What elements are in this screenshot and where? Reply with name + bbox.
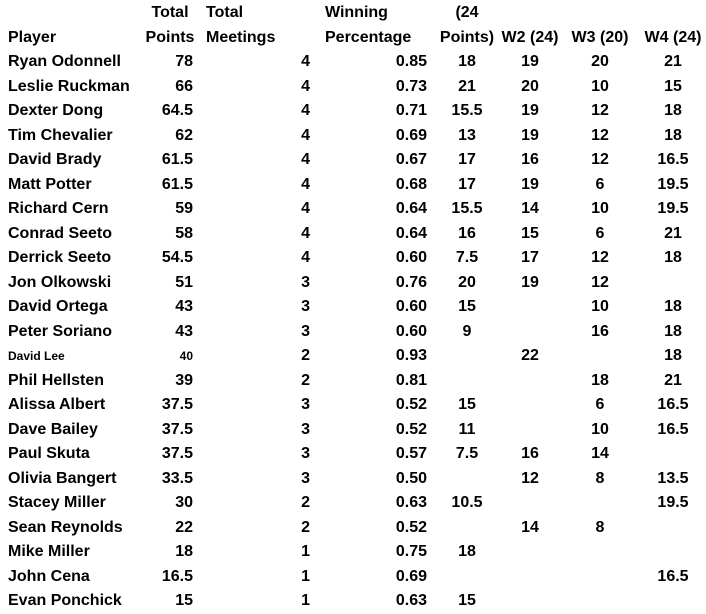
week1-points-cell[interactable]: 15.5 (451, 200, 483, 217)
winning-percentage-cell[interactable]: 0.52 (395, 420, 427, 438)
total-points-cell[interactable]: 51 (175, 273, 193, 291)
total-meetings-cell[interactable]: 3 (301, 298, 310, 315)
week3-points-cell[interactable]: 12 (591, 273, 609, 291)
total-points-cell[interactable]: 66 (175, 77, 193, 95)
week2-points-cell[interactable]: 14 (521, 518, 539, 536)
table-row (0, 148, 706, 173)
week1-points-cell[interactable]: 20 (458, 273, 476, 291)
week1-points-cell[interactable]: 10.5 (451, 494, 483, 511)
header-winning-percentage-line1[interactable]: Winning (325, 4, 388, 21)
player-name-cell[interactable]: Derrick Seeto (8, 249, 112, 266)
week1-points-cell[interactable]: 7.5 (455, 249, 479, 266)
week4-points-cell[interactable]: 18 (664, 347, 682, 364)
player-name-cell[interactable]: Evan Ponchick (8, 592, 122, 609)
player-name-cell[interactable]: Conrad Seeto (8, 224, 113, 242)
total-points-cell[interactable]: 16.5 (161, 567, 193, 585)
total-meetings-cell[interactable]: 4 (301, 200, 310, 217)
total-points-cell[interactable]: 37.5 (161, 420, 193, 438)
table-row (0, 50, 706, 75)
header-w4[interactable]: W4 (24) (644, 28, 702, 46)
week3-points-cell[interactable]: 14 (591, 445, 609, 462)
week2-points-cell[interactable]: 15 (521, 224, 539, 242)
player-name-cell[interactable]: Alissa Albert (8, 396, 106, 413)
total-meetings-cell[interactable]: 4 (301, 53, 310, 70)
player-name-cell[interactable]: Sean Reynolds (8, 518, 123, 536)
winning-percentage-cell[interactable]: 0.63 (395, 592, 427, 609)
winning-percentage-cell[interactable]: 0.73 (395, 77, 427, 95)
week4-points-cell[interactable]: 19.5 (657, 494, 689, 511)
player-name-cell[interactable]: Olivia Bangert (8, 469, 117, 487)
week4-points-cell[interactable]: 21 (664, 224, 682, 242)
week2-points-cell[interactable]: 17 (521, 249, 539, 266)
player-name-cell[interactable]: Dexter Dong (8, 102, 104, 119)
player-name-cell[interactable]: David Brady (8, 151, 102, 168)
table-row (0, 222, 706, 247)
week1-points-cell[interactable]: 18 (458, 53, 476, 70)
table-row (0, 320, 706, 345)
week2-points-cell[interactable]: 12 (521, 469, 539, 487)
week1-points-cell[interactable]: 17 (458, 175, 476, 193)
header-w2[interactable]: W2 (24) (501, 28, 559, 46)
total-points-cell[interactable]: 62 (175, 126, 193, 144)
week3-points-cell[interactable]: 12 (591, 102, 609, 119)
week4-points-cell[interactable]: 18 (664, 249, 682, 266)
total-points-cell[interactable]: 30 (175, 494, 193, 511)
player-name-cell[interactable]: Peter Soriano (8, 322, 113, 340)
winning-percentage-cell[interactable]: 0.60 (395, 298, 427, 315)
table-row (0, 246, 706, 271)
week1-points-cell[interactable]: 17 (458, 151, 476, 168)
total-meetings-cell[interactable]: 3 (301, 322, 310, 340)
week3-points-cell[interactable]: 10 (591, 200, 609, 217)
week3-points-cell[interactable]: 18 (591, 371, 609, 389)
table-row (0, 565, 706, 590)
winning-percentage-cell[interactable]: 0.64 (395, 224, 427, 242)
winning-percentage-cell[interactable]: 0.93 (395, 347, 427, 364)
week4-points-cell[interactable]: 18 (664, 298, 682, 315)
total-meetings-cell[interactable]: 3 (301, 469, 310, 487)
player-name-cell[interactable]: Matt Potter (8, 175, 92, 193)
week2-points-cell[interactable]: 19 (521, 273, 539, 291)
week4-points-cell[interactable]: 21 (664, 371, 682, 389)
table-row (0, 516, 706, 541)
total-points-cell[interactable]: 37.5 (161, 445, 193, 462)
week3-points-cell[interactable]: 6 (595, 175, 605, 193)
total-points-cell[interactable]: 59 (175, 200, 193, 217)
winning-percentage-cell[interactable]: 0.60 (395, 249, 427, 266)
winning-percentage-cell[interactable]: 0.69 (395, 567, 427, 585)
total-points-cell[interactable]: 78 (175, 53, 193, 70)
total-meetings-cell[interactable]: 4 (301, 249, 310, 266)
total-points-cell[interactable]: 61.5 (161, 151, 193, 168)
week3-points-cell[interactable]: 12 (591, 126, 609, 144)
week1-points-cell[interactable]: 15 (458, 298, 476, 315)
winning-percentage-cell[interactable]: 0.81 (395, 371, 427, 389)
total-points-cell[interactable]: 37.5 (161, 396, 193, 413)
total-meetings-cell[interactable]: 3 (301, 420, 310, 438)
week3-points-cell[interactable]: 6 (595, 396, 605, 413)
winning-percentage-cell[interactable]: 0.85 (395, 53, 427, 70)
week3-points-cell[interactable]: 10 (591, 420, 609, 438)
week2-points-cell[interactable]: 16 (521, 151, 539, 168)
total-points-cell[interactable]: 54.5 (161, 249, 193, 266)
header-total-meetings-line1[interactable]: Total (206, 4, 244, 21)
winning-percentage-cell[interactable]: 0.69 (395, 126, 427, 144)
winning-percentage-cell[interactable]: 0.67 (395, 151, 427, 168)
week1-points-cell[interactable]: 16 (458, 224, 476, 242)
player-name-cell[interactable]: Jon Olkowski (8, 273, 112, 291)
total-meetings-cell[interactable]: 4 (301, 151, 310, 168)
winning-percentage-cell[interactable]: 0.75 (395, 543, 427, 560)
week4-points-cell[interactable]: 21 (664, 53, 682, 70)
player-name-cell[interactable]: Leslie Ruckman (8, 77, 130, 95)
total-points-cell[interactable]: 43 (175, 298, 193, 315)
player-name-cell[interactable]: Stacey Miller (8, 494, 106, 511)
table-row (0, 369, 706, 394)
winning-percentage-cell[interactable]: 0.64 (395, 200, 427, 217)
total-meetings-cell[interactable]: 4 (301, 102, 310, 119)
week4-points-cell[interactable]: 18 (664, 102, 682, 119)
week3-points-cell[interactable]: 10 (591, 298, 609, 315)
player-name-cell[interactable]: Ryan Odonnell (8, 53, 121, 70)
week1-points-cell[interactable]: 15.5 (451, 102, 483, 119)
header-total-meetings-line2[interactable]: Meetings (206, 28, 276, 46)
total-meetings-cell[interactable]: 1 (301, 543, 310, 560)
total-points-cell[interactable]: 18 (175, 543, 193, 560)
winning-percentage-cell[interactable]: 0.52 (395, 396, 427, 413)
total-points-cell[interactable]: 58 (175, 224, 193, 242)
winning-percentage-cell[interactable]: 0.76 (395, 273, 427, 291)
table-row (0, 344, 706, 369)
table-row (0, 271, 706, 296)
week1-points-cell[interactable]: 15 (458, 592, 476, 609)
header-winning-percentage-line2[interactable]: Percentage (325, 28, 412, 46)
player-name-cell[interactable]: Mike Miller (8, 543, 90, 560)
table-row (0, 393, 706, 418)
total-meetings-cell[interactable]: 2 (301, 518, 310, 536)
header-total-points-line2[interactable]: Points (145, 28, 195, 46)
winning-percentage-cell[interactable]: 0.68 (395, 175, 427, 193)
week3-points-cell[interactable]: 8 (595, 469, 605, 487)
week4-points-cell[interactable]: 18 (664, 126, 682, 144)
total-meetings-cell[interactable]: 1 (301, 592, 310, 609)
table-row (0, 467, 706, 492)
week1-points-cell[interactable]: 18 (458, 543, 476, 560)
total-meetings-cell[interactable]: 3 (301, 273, 310, 291)
table-row (0, 589, 706, 614)
week1-points-cell[interactable]: 15 (458, 396, 476, 413)
week1-points-cell[interactable]: 13 (458, 126, 476, 144)
total-meetings-cell[interactable]: 4 (301, 175, 310, 193)
total-points-cell[interactable]: 43 (175, 322, 193, 340)
player-name-cell[interactable]: David Ortega (8, 298, 108, 315)
total-points-cell[interactable]: 64.5 (161, 102, 193, 119)
table-row (0, 295, 706, 320)
week2-points-cell[interactable]: 22 (521, 347, 539, 364)
winning-percentage-cell[interactable]: 0.71 (395, 102, 427, 119)
table-row (0, 491, 706, 516)
player-name-cell[interactable]: David Lee (8, 349, 65, 363)
table-row (0, 197, 706, 222)
total-meetings-cell[interactable]: 4 (301, 126, 310, 144)
player-name-cell[interactable]: Richard Cern (8, 200, 109, 217)
total-meetings-cell[interactable]: 2 (301, 371, 310, 389)
table-row (0, 99, 706, 124)
total-points-cell[interactable]: 39 (175, 371, 193, 389)
week2-points-cell[interactable]: 20 (521, 77, 539, 95)
week4-points-cell[interactable]: 16.5 (657, 151, 689, 168)
total-meetings-cell[interactable]: 2 (301, 494, 310, 511)
winning-percentage-cell[interactable]: 0.63 (395, 494, 427, 511)
header-w3[interactable]: W3 (20) (571, 28, 629, 46)
total-meetings-cell[interactable]: 4 (301, 77, 310, 95)
week3-points-cell[interactable]: 10 (591, 77, 609, 95)
total-points-cell[interactable]: 22 (175, 518, 193, 536)
table-row (0, 418, 706, 443)
total-points-cell[interactable]: 15 (175, 592, 193, 609)
total-meetings-cell[interactable]: 1 (301, 567, 310, 585)
week2-points-cell[interactable]: 19 (521, 126, 539, 144)
week3-points-cell[interactable]: 20 (591, 53, 609, 70)
table-row (0, 540, 706, 565)
week4-points-cell[interactable]: 16.5 (657, 420, 689, 438)
winning-percentage-cell[interactable]: 0.60 (395, 322, 427, 340)
table-row (0, 173, 706, 198)
week3-points-cell[interactable]: 6 (595, 224, 605, 242)
winning-percentage-cell[interactable]: 0.50 (395, 469, 427, 487)
week4-points-cell[interactable]: 16.5 (657, 567, 689, 585)
total-meetings-cell[interactable]: 4 (301, 224, 310, 242)
header-week1-points-line1[interactable]: (24 (455, 4, 479, 21)
week3-points-cell[interactable]: 16 (591, 322, 609, 340)
week2-points-cell[interactable]: 14 (521, 200, 539, 217)
week4-points-cell[interactable]: 19.5 (657, 175, 689, 193)
header-total-points-line1[interactable]: Total (151, 4, 189, 21)
week2-points-cell[interactable]: 19 (521, 53, 539, 70)
week3-points-cell[interactable]: 8 (595, 518, 605, 536)
header-row-1 (0, 1, 706, 26)
winning-percentage-cell[interactable]: 0.52 (395, 518, 427, 536)
week4-points-cell[interactable]: 13.5 (657, 469, 689, 487)
total-points-cell[interactable]: 40 (179, 349, 193, 363)
total-points-cell[interactable]: 61.5 (161, 175, 193, 193)
week4-points-cell[interactable]: 19.5 (657, 200, 689, 217)
week4-points-cell[interactable]: 16.5 (657, 396, 689, 413)
player-name-cell[interactable]: Tim Chevalier (8, 126, 113, 144)
winning-percentage-cell[interactable]: 0.57 (395, 445, 427, 462)
header-player[interactable]: Player (8, 28, 57, 46)
total-meetings-cell[interactable]: 3 (301, 445, 310, 462)
week2-points-cell[interactable]: 19 (521, 102, 539, 119)
total-points-cell[interactable]: 33.5 (161, 469, 193, 487)
week1-points-cell[interactable]: 7.5 (455, 445, 479, 462)
total-meetings-cell[interactable]: 2 (301, 347, 310, 364)
header-row-2 (0, 26, 706, 51)
player-name-cell[interactable]: Dave Bailey (8, 420, 98, 438)
week1-points-cell[interactable]: 21 (458, 77, 476, 95)
total-meetings-cell[interactable]: 3 (301, 396, 310, 413)
table-row (0, 124, 706, 149)
week4-points-cell[interactable]: 15 (664, 77, 682, 95)
week2-points-cell[interactable]: 16 (521, 445, 539, 462)
week4-points-cell[interactable]: 18 (664, 322, 682, 340)
table-row (0, 75, 706, 100)
week3-points-cell[interactable]: 12 (591, 151, 609, 168)
week1-points-cell[interactable]: 9 (462, 322, 472, 340)
player-name-cell[interactable]: John Cena (8, 567, 90, 585)
player-name-cell[interactable]: Phil Hellsten (8, 371, 105, 389)
week1-points-cell[interactable]: 11 (458, 420, 476, 438)
week2-points-cell[interactable]: 19 (521, 175, 539, 193)
week3-points-cell[interactable]: 12 (591, 249, 609, 266)
header-week1-points-line2[interactable]: Points) (439, 28, 495, 46)
player-name-cell[interactable]: Paul Skuta (8, 445, 90, 462)
table-row (0, 442, 706, 467)
